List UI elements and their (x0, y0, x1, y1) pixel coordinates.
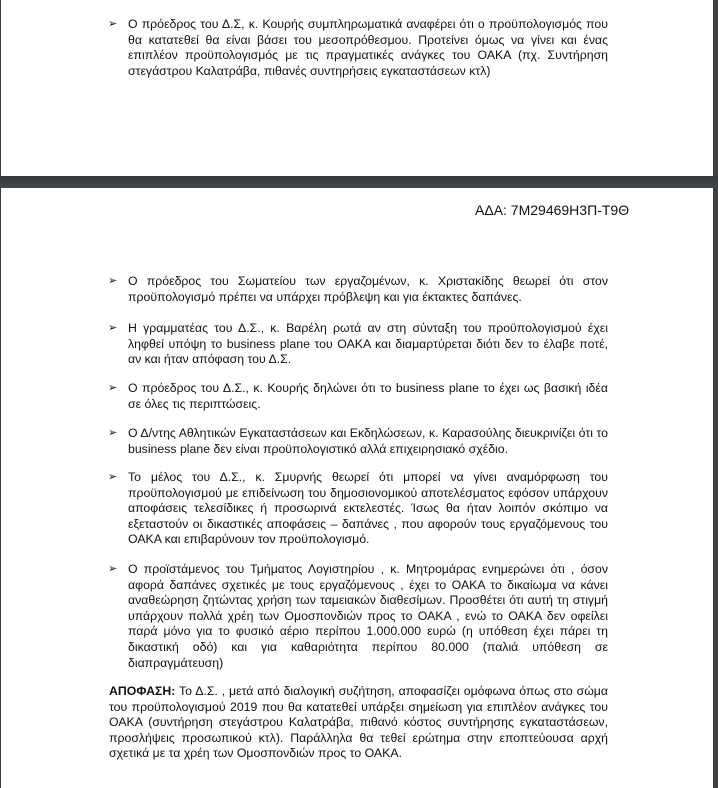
bullet-text: Ο προϊστάμενος του Τμήματος Λογιστηρίου , κ. Μητρομάρας ενημερώνει ότι , όσον αφορά δαπάνες σχετικές με τους εργαζόμενους , έχει το ΟΑΚΑ το δικαίωμα να κάνει αναθεώρηση ζητώντας χρήση των ταμειακών διαθεσίμων. Προσθέτει ότι αυτή τη στιγμή υπάρχουν πολλά χρέη των Ομοσπονδιών προς το ΟΑΚΑ , ενώ το ΟΑΚΑ δεν οφείλει παρά μόνο για το φυσικό αέριο περίπου 1.000.000 ευρώ (η υπόθεση έχει πάρει τη δικαστική οδό) και για καθαριότητα περίπου 80.000 (παλιά υπόθεση σε διαπραγμάτευση) (128, 562, 608, 670)
decision-text: Το Δ.Σ. , μετά από διαλογική συζήτηση, αποφασίζει ομόφωνα όπως στο σώμα του προϋπολογισμού 2019 που θα κατατεθεί υπάρξει σημείωση για επιπλέον ανάγκες του ΟΑΚΑ (συντήρηση στεγάστρου Καλατράβα, πιθανό κόστος συντήρησης εγκαταστάσεων, προσλήψεις προσωπικού κτλ). Παράλληλα θα τεθεί ερώτημα στην εποπτεύουσα αρχή σχετικά με τα χρέη των Ομοσπονδιών προς το ΟΑΚΑ. (109, 684, 608, 761)
decision-paragraph (109, 684, 608, 762)
arrowhead-bullet-icon: ➢ (108, 427, 118, 439)
page-separator (0, 176, 718, 188)
bullet-text: Ο Δ/ντης Αθλητικών Εγκαταστάσεων και Εκδηλώσεων, κ. Καρασούλης διευκρινίζει ότι το business plane δεν είναι προϋπολογιστικό αλλά επιχειρησιακό σχέδιο. (128, 426, 608, 456)
bullet-text: Ο πρόεδρος του Σωματείου των εργαζομένων, κ. Χριστακίδης θεωρεί ότι στον προϋπολογισμό πρέπει να υπάρχει πρόβλεψη και για έκτακτες δαπάνες. (128, 274, 608, 304)
bullet-text: Ο πρόεδρος του Δ.Σ., κ. Κουρής δηλώνει ότι το business plane το έχει ως βασική ιδέα σε όλες τις περιπτώσεις. (128, 381, 608, 411)
bullet-item (108, 381, 608, 412)
bullet-item (108, 562, 608, 671)
arrowhead-bullet-icon: ➢ (108, 18, 118, 30)
bullet-text: Ο πρόεδρος του Δ.Σ, κ. Κουρής συμπληρωματικά αναφέρει ότι ο προϋπολογισμός που θα κατατεθεί θα είναι βάσει του μεσοπρόθεσμου. Προτείνει όμως να γίνει και ένας επιπλέον προϋπολογισμός με τις πραγματικές ανάγκες του ΟΑΚΑ (πχ. Συντήρηση στεγάστρου Καλατράβα, πιθανές συντηρήσεις εγκαταστάσεων κτλ) (128, 17, 608, 78)
bullet-item (108, 470, 608, 548)
document-page-2 (1, 188, 713, 788)
arrowhead-bullet-icon: ➢ (108, 322, 118, 334)
bullet-item (108, 274, 608, 305)
document-page-1 (1, 0, 713, 176)
bullet-item (108, 17, 608, 79)
bullet-text: Το μέλος του Δ.Σ., κ. Σμυρνής θεωρεί ότι μπορεί να γίνει αναμόρφωση του προϋπολογισμού με επιδείνωση του δημοσιονομικού αποτελέσματος εφόσον υπάρχουν αποφάσεις τελεσίδικες ή προσωρινά εκτελεστές. Ίσως θα ήταν λοιπόν σκόπιμο να εξεταστούν οι δικαστικές αποφάσεις – δαπάνες , που αφορούν τους εργαζόμενους του ΟΑΚΑ και επιβαρύνουν τον προϋπολογισμό. (128, 470, 608, 547)
bullet-text: Η γραμματέας του Δ.Σ., κ. Βαρέλη ρωτά αν στη σύνταξη του προϋπολογισμού έχει ληφθεί υπόψη το business plane του ΟΑΚΑ και διαμαρτύρεται διότι δεν το έλαβε ποτέ, αν και ήταν απόφαση του Δ.Σ. (128, 321, 608, 367)
decision-label: ΑΠΟΦΑΣΗ: (109, 684, 176, 698)
arrowhead-bullet-icon: ➢ (108, 471, 118, 483)
arrowhead-bullet-icon: ➢ (108, 382, 118, 394)
ada-code: ΑΔΑ: 7Μ29469Η3Π-Τ9Θ (475, 202, 630, 218)
bullet-item (108, 321, 608, 368)
arrowhead-bullet-icon: ➢ (108, 563, 118, 575)
arrowhead-bullet-icon: ➢ (108, 275, 118, 287)
bullet-item (108, 426, 608, 457)
